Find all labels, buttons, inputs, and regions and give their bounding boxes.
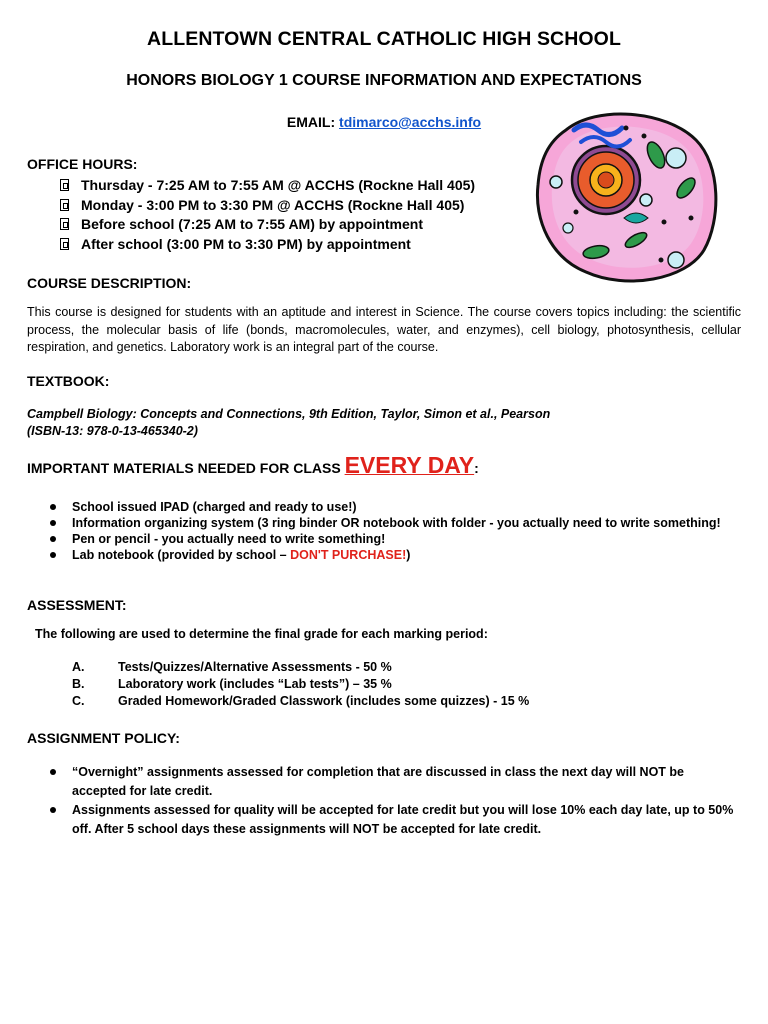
list-item: C. Graded Homework/Graded Classwork (includes some quizzes) - 15 %: [72, 694, 530, 708]
every-day-emphasis: EVERY DAY: [344, 452, 475, 478]
bullet-icon: [60, 179, 69, 191]
bullet-icon: [50, 769, 56, 775]
assignment-policy-list: [50, 763, 740, 838]
animal-cell-illustration: [526, 100, 726, 290]
list-item: B. Laboratory work (includes “Lab tests”) – 35 %: [72, 677, 392, 691]
bullet-icon: [50, 536, 56, 542]
office-hours-list: [60, 176, 475, 254]
list-item: Before school (7:25 AM to 7:55 AM) by appointment: [60, 215, 475, 235]
course-title: HONORS BIOLOGY 1 COURSE INFORMATION AND EXPECTATIONS: [126, 72, 642, 89]
textbook-title: Campbell Biology: Concepts and Connections, 9th Edition, Taylor, Simon et al., Pearson: [27, 407, 551, 421]
textbook-citation: [27, 406, 550, 440]
list-item: Pen or pencil - you actually need to write something!: [50, 531, 730, 547]
bullet-icon: [50, 520, 56, 526]
school-name: ALLENTOWN CENTRAL CATHOLIC HIGH SCHOOL: [147, 28, 621, 50]
list-item: School issued IPAD (charged and ready to use!): [50, 499, 730, 515]
bullet-icon: [50, 807, 56, 813]
list-item: Assignments assessed for quality will be accepted for late credit but you will lose 10% each day late, up to 50% off. After 5 school days these assignments will NOT be accepted for late credit.: [50, 801, 740, 838]
bullet-icon: [50, 504, 56, 510]
office-hours-heading: OFFICE HOURS:: [27, 156, 138, 172]
email-label: EMAIL:: [286, 114, 336, 130]
course-description-text: This course is designed for students with an aptitude and interest in Science. The course covers topics including: the scientific process, the molecular basis of life (bonds, macromolecules, water, and enzymes), cell biology, photosynthesis, cellular respiration, and genetics. Laboratory work is an integral part of the course.: [27, 305, 741, 354]
textbook-isbn: (ISBN-13: 978-0-13-465340-2): [27, 424, 198, 438]
list-item: Monday - 3:00 PM to 3:30 PM @ ACCHS (Rockne Hall 405): [60, 196, 475, 216]
bullet-icon: [60, 238, 69, 250]
bullet-icon: [60, 199, 69, 211]
materials-heading: IMPORTANT MATERIALS NEEDED FOR CLASS EVERY DAY:: [27, 452, 479, 478]
course-description-heading: COURSE DESCRIPTION:: [27, 275, 192, 291]
bullet-icon: [50, 552, 56, 558]
list-item: Information organizing system (3 ring binder OR notebook with folder - you actually need to write something!: [50, 515, 730, 531]
list-item: “Overnight” assignments assessed for completion that are discussed in class the next day will NOT be accepted for late credit.: [50, 763, 740, 800]
dont-purchase-emphasis: DON'T PURCHASE!: [290, 548, 407, 562]
assessment-heading: ASSESSMENT:: [27, 597, 127, 613]
assignment-policy-heading: ASSIGNMENT POLICY:: [27, 730, 180, 746]
list-item: A. Tests/Quizzes/Alternative Assessments - 50 %: [72, 660, 392, 674]
materials-list: [50, 499, 730, 563]
list-item: Lab notebook (provided by school – DON'T PURCHASE!): [50, 547, 730, 563]
email-link[interactable]: tdimarco@acchs.info: [339, 114, 482, 130]
textbook-heading: TEXTBOOK:: [27, 373, 110, 389]
list-item: Thursday - 7:25 AM to 7:55 AM @ ACCHS (Rockne Hall 405): [60, 176, 475, 196]
list-item: After school (3:00 PM to 3:30 PM) by appointment: [60, 235, 475, 255]
assessment-list: [72, 659, 529, 710]
assessment-intro: The following are used to determine the final grade for each marking period:: [35, 627, 488, 641]
bullet-icon: [60, 218, 69, 230]
